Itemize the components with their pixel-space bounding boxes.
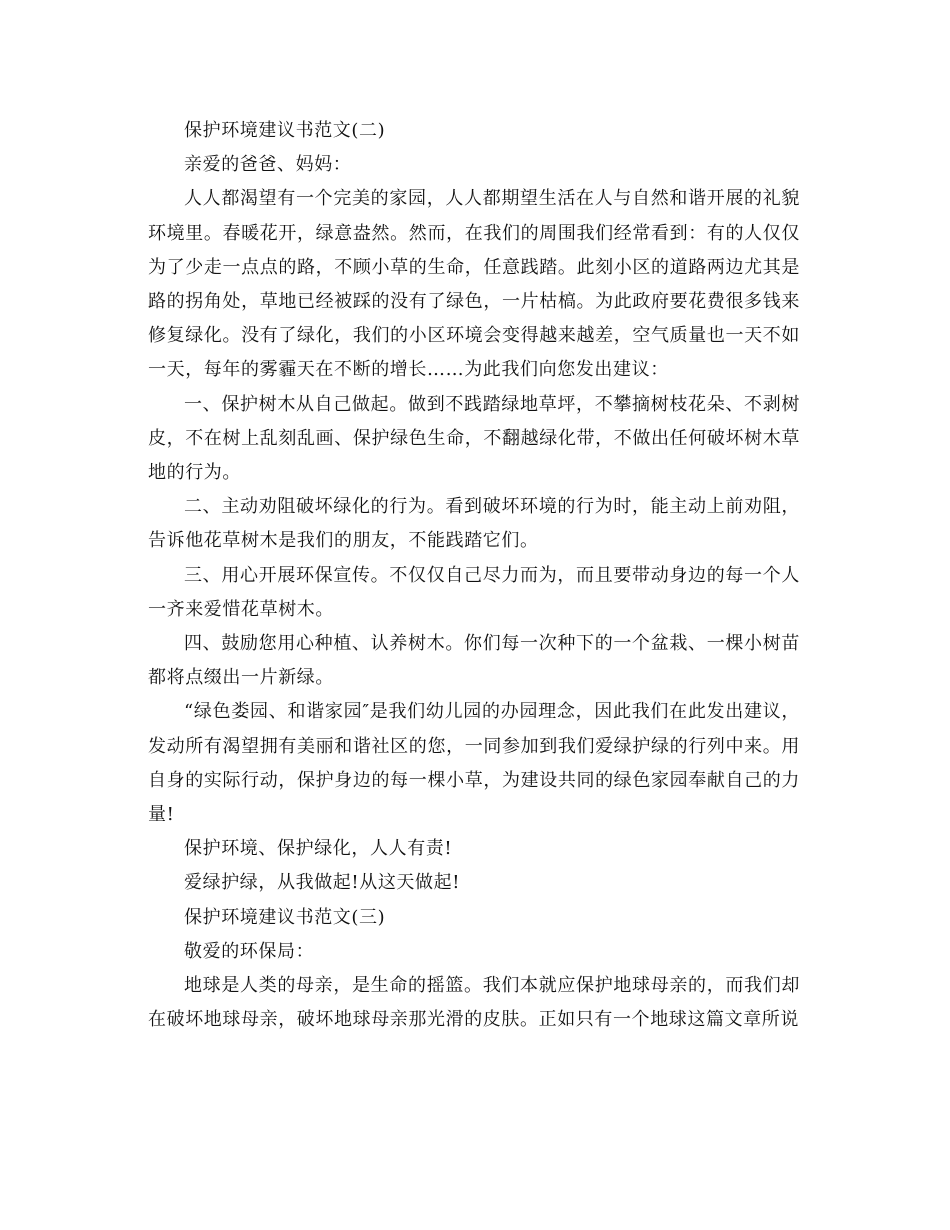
section-title-3: 保护环境建议书范文(三) [184, 906, 386, 928]
slogan-one: 保护环境、保护绿化，人人有责! [184, 838, 453, 860]
section-title-2: 保护环境建议书范文(二) [184, 120, 386, 141]
suggestion-two: 二、主动劝阻破坏绿化的行为。看到破坏环境的行为时，能主动上前劝阻，告诉他花草树木是我们的朋友，不能践踏它们。 [148, 496, 800, 552]
body-paragraph-intro: 人人都渴望有一个完美的家园，人人都期望生活在人与自然和谐开展的礼貌环境里。春暖花开，绿意盎然。然而，在我们的周围我们经常看到：有的人仅仅为了少走一点点的路，不顾小草的生命，任意践踏。此刻小区的道路两边尤其是路的拐角处，草地已经被踩的没有了绿色，一片枯槁。为此政府要花费很多钱来修复绿化。没有了绿化，我们的小区环境会变得越来越差，空气质量也一天不如一天，每年的雾霾天在不断的增长……为此我们向您发出建议： [148, 188, 800, 381]
slogan-two: 爱绿护绿，从我做起!从这天做起! [184, 872, 461, 894]
document-body [148, 114, 800, 1037]
body-paragraph-earth: 地球是人类的母亲，是生命的摇篮。我们本就应保护地球母亲的，而我们却在破坏地球母亲，破坏地球母亲那光滑的皮肤。正如只有一个地球这篇文章所说 [148, 975, 800, 1031]
salutation-bureau: 敬爱的环保局： [184, 940, 315, 962]
body-paragraph-closing: “绿色娄园、和谐家园″是我们幼儿园的办园理念，因此我们在此发出建议，发动所有渴望拥有美丽和谐社区的您，一同参加到我们爱绿护绿的行列中来。用自身的实际行动，保护身边的每一棵小草，为建设共同的绿色家园奉献自己的力量! [148, 701, 800, 826]
suggestion-one: 一、保护树木从自己做起。做到不践踏绿地草坪，不攀摘树枝花朵、不剥树皮，不在树上乱刻乱画、保护绿色生命，不翻越绿化带，不做出任何破坏树木草地的行为。 [148, 393, 800, 484]
salutation-parents: 亲爱的爸爸、妈妈： [184, 154, 352, 176]
suggestion-four: 四、鼓励您用心种植、认养树木。你们每一次种下的一个盆栽、一棵小树苗都将点缀出一片新绿。 [148, 633, 800, 689]
suggestion-three: 三、用心开展环保宣传。不仅仅自己尽力而为，而且要带动身边的每一个人一齐来爱惜花草树木。 [148, 564, 800, 620]
